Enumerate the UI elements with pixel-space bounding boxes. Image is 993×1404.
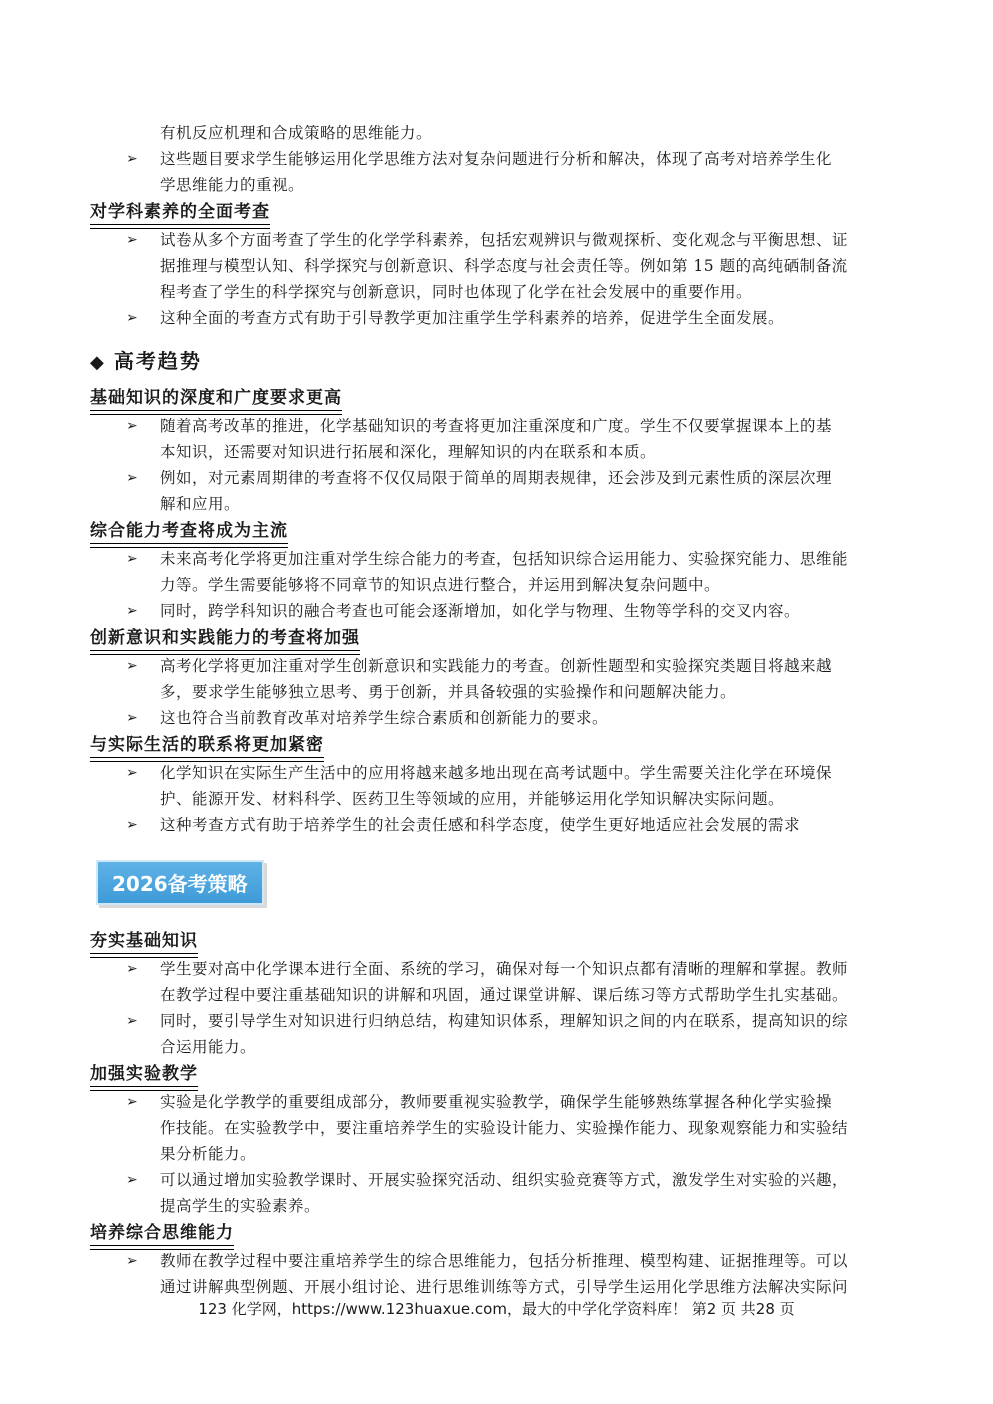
bullet-text: 未来高考化学将更加注重对学生综合能力的考查，包括知识综合运用能力、实验探究能力、思维能 <box>160 550 849 568</box>
arrowhead-icon: ➢ <box>126 817 139 833</box>
subsection-heading: 夯实基础知识 <box>90 929 198 954</box>
arrowhead-icon: ➢ <box>126 1172 139 1188</box>
arrowhead-icon: ➢ <box>126 151 139 167</box>
page-content <box>90 120 910 1300</box>
bullet-continuation: 护、能源开发、材料科学、医药卫生等领域的应用，并能够运用化学知识解决实际问题。 <box>160 790 785 808</box>
bullet-text: 试卷从多个方面考查了学生的化学学科素养，包括宏观辨识与微观探析、变化观念与平衡思想、证 <box>160 231 849 249</box>
bullet-continuation: 通过讲解典型例题、开展小组讨论、进行思维训练等方式，引导学生运用化学思维方法解决实际问 <box>160 1278 849 1296</box>
bullet-text: 学生要对高中化学课本进行全面、系统的学习，确保对每一个知识点都有清晰的理解和掌握。教师 <box>160 960 849 978</box>
bullet-item <box>90 956 910 982</box>
bullet-continuation: 解和应用。 <box>160 495 241 513</box>
arrowhead-icon: ➢ <box>126 603 139 619</box>
bullet-continuation: 果分析能力。 <box>160 1145 257 1163</box>
arrowhead-icon: ➢ <box>126 1253 139 1269</box>
bullet-continuation: 学思维能力的重视。 <box>160 176 305 194</box>
bullet-item <box>90 546 910 572</box>
bullet-continuation: 据推理与模型认知、科学探究与创新意识、科学态度与社会责任等。例如第 15 题的高纯硒制备流 <box>160 257 848 275</box>
bullet-item <box>90 1248 910 1274</box>
bullet-text: 这种考查方式有助于培养学生的社会责任感和科学态度，使学生更好地适应社会发展的需求 <box>160 816 801 834</box>
bullet-continuation: 本知识，还需要对知识进行拓展和深化，理解知识的内在联系和本质。 <box>160 443 657 461</box>
bullet-text: 同时，跨学科知识的融合考查也可能会逐渐增加，如化学与物理、生物等学科的交叉内容。 <box>160 602 801 620</box>
arrowhead-icon: ➢ <box>126 310 139 326</box>
bullet-item <box>90 413 910 439</box>
subsection-heading: 培养综合思维能力 <box>90 1221 234 1246</box>
bullet-text: 高考化学将更加注重对学生创新意识和实践能力的考查。创新性题型和实验探究类题目将越来越 <box>160 657 833 675</box>
arrowhead-icon: ➢ <box>126 1094 139 1110</box>
arrowhead-icon: ➢ <box>126 470 139 486</box>
section-title: 高考趋势 <box>113 349 202 373</box>
arrowhead-icon: ➢ <box>126 961 139 977</box>
bullet-text: 教师在教学过程中要注重培养学生的综合思维能力，包括分析推理、模型构建、证据推理等。可以 <box>160 1252 849 1270</box>
bullet-continuation: 提高学生的实验素养。 <box>160 1197 321 1215</box>
subsection-heading: 创新意识和实践能力的考查将加强 <box>90 626 360 651</box>
bullet-item <box>90 1167 910 1193</box>
bullet-continuation: 作技能。在实验教学中，要注重培养学生的实验设计能力、实验操作能力、现象观察能力和实验结 <box>160 1119 849 1137</box>
arrowhead-icon: ➢ <box>126 551 139 567</box>
subsection-heading: 加强实验教学 <box>90 1062 198 1087</box>
bullet-item <box>90 760 910 786</box>
bullet-item <box>90 1089 910 1115</box>
bullet-item <box>90 653 910 679</box>
bullet-item <box>90 1008 910 1034</box>
bullet-item <box>90 598 910 624</box>
bullet-text: 可以通过增加实验教学课时、开展实验探究活动、组织实验竞赛等方式，激发学生对实验的兴趣， <box>160 1171 849 1189</box>
arrowhead-icon: ➢ <box>126 232 139 248</box>
page-footer: 123 化学网，https://www.123huaxue.com，最大的中学化学资料库！ 第2 页 共28 页 <box>198 1300 795 1318</box>
bullet-text: 例如，对元素周期律的考查将不仅仅局限于简单的周期表规律，还会涉及到元素性质的深层次理 <box>160 469 833 487</box>
bullet-text: 这也符合当前教育改革对培养学生综合素质和创新能力的要求。 <box>160 709 609 727</box>
bullet-text: 化学知识在实际生产生活中的应用将越来越多地出现在高考试题中。学生需要关注化学在环境保 <box>160 764 833 782</box>
bullet-text: 这些题目要求学生能够运用化学思维方法对复杂问题进行分析和解决，体现了高考对培养学生化 <box>160 150 833 168</box>
subsection-heading: 基础知识的深度和广度要求更高 <box>90 386 342 411</box>
bullet-text: 随着高考改革的推进，化学基础知识的考查将更加注重深度和广度。学生不仅要掌握课本上的基 <box>160 417 833 435</box>
strategy-badge: 2026备考策略 <box>96 860 264 905</box>
subsection-heading: 综合能力考查将成为主流 <box>90 519 288 544</box>
arrowhead-icon: ➢ <box>126 710 139 726</box>
bullet-continuation: 多，要求学生能够独立思考、勇于创新，并具备较强的实验操作和问题解决能力。 <box>160 683 737 701</box>
arrowhead-icon: ➢ <box>126 658 139 674</box>
bullet-continuation: 合运用能力。 <box>160 1038 257 1056</box>
bullet-text: 同时，要引导学生对知识进行归纳总结，构建知识体系，理解知识之间的内在联系，提高知识的综 <box>160 1012 849 1030</box>
bullet-continuation: 在教学过程中要注重基础知识的讲解和巩固，通过课堂讲解、课后练习等方式帮助学生扎实基础。 <box>160 986 849 1004</box>
bullet-item <box>90 146 910 172</box>
bullet-text: 这种全面的考查方式有助于引导教学更加注重学生学科素养的培养，促进学生全面发展。 <box>160 309 785 327</box>
bullet-item <box>90 305 910 331</box>
diamond-icon: ◆ <box>90 352 106 373</box>
bullet-item <box>90 465 910 491</box>
arrowhead-icon: ➢ <box>126 765 139 781</box>
bullet-item <box>90 705 910 731</box>
arrowhead-icon: ➢ <box>126 418 139 434</box>
bullet-item <box>90 812 910 838</box>
bullet-item <box>90 227 910 253</box>
paragraph-continuation: 有机反应机理和合成策略的思维能力。 <box>160 124 433 142</box>
bullet-continuation: 程考查了学生的科学探究与创新意识，同时也体现了化学在社会发展中的重要作用。 <box>160 283 753 301</box>
subsection-heading: 对学科素养的全面考查 <box>90 200 270 225</box>
subsection-heading: 与实际生活的联系将更加紧密 <box>90 733 324 758</box>
bullet-text: 实验是化学教学的重要组成部分，教师要重视实验教学，确保学生能够熟练掌握各种化学实验操 <box>160 1093 833 1111</box>
arrowhead-icon: ➢ <box>126 1013 139 1029</box>
bullet-continuation: 力等。学生需要能够将不同章节的知识点进行整合，并运用到解决复杂问题中。 <box>160 576 721 594</box>
section-heading <box>90 345 910 374</box>
